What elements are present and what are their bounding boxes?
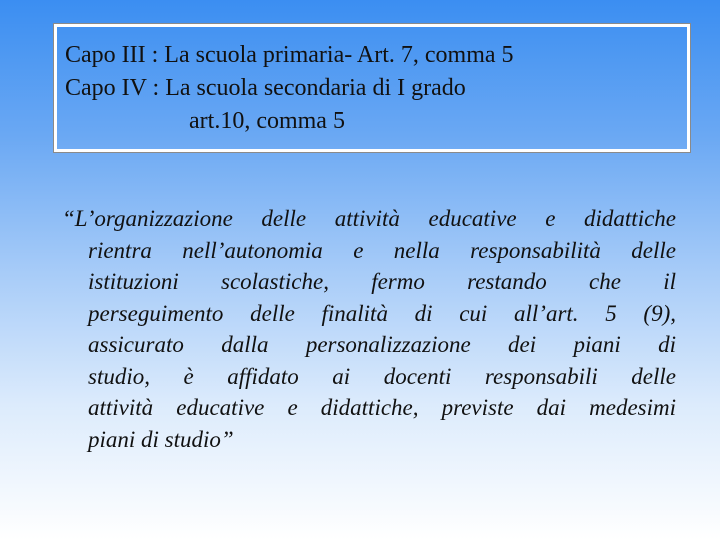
quote-line: perseguimento delle finalità di cui all’art. 5 (9), (88, 300, 676, 326)
header-box (54, 24, 690, 152)
quote-line: istituzioni scolastiche, fermo restando che il (88, 269, 676, 294)
quote-line: attività educative e didattiche, previste dai medesimi (88, 395, 676, 420)
header-line-capo-iii: Capo III : La scuola primaria- Art. 7, comma 5 (65, 42, 514, 68)
header-line-article: art.10, comma 5 (189, 108, 345, 134)
quote-line: assicurato dalla personalizzazione dei piani di (88, 332, 676, 357)
quote-line: “L’organizzazione delle attività educative e didattiche (62, 206, 676, 231)
quote-line: studio, è affidato ai docenti responsabili delle (88, 363, 676, 389)
quote-paragraph (62, 203, 676, 455)
quote-line: rientra nell’autonomia e nella responsabilità delle (88, 237, 676, 263)
header-line-capo-iv: Capo IV : La scuola secondaria di I grado (65, 75, 466, 101)
quote-line: piani di studio” (88, 426, 234, 452)
